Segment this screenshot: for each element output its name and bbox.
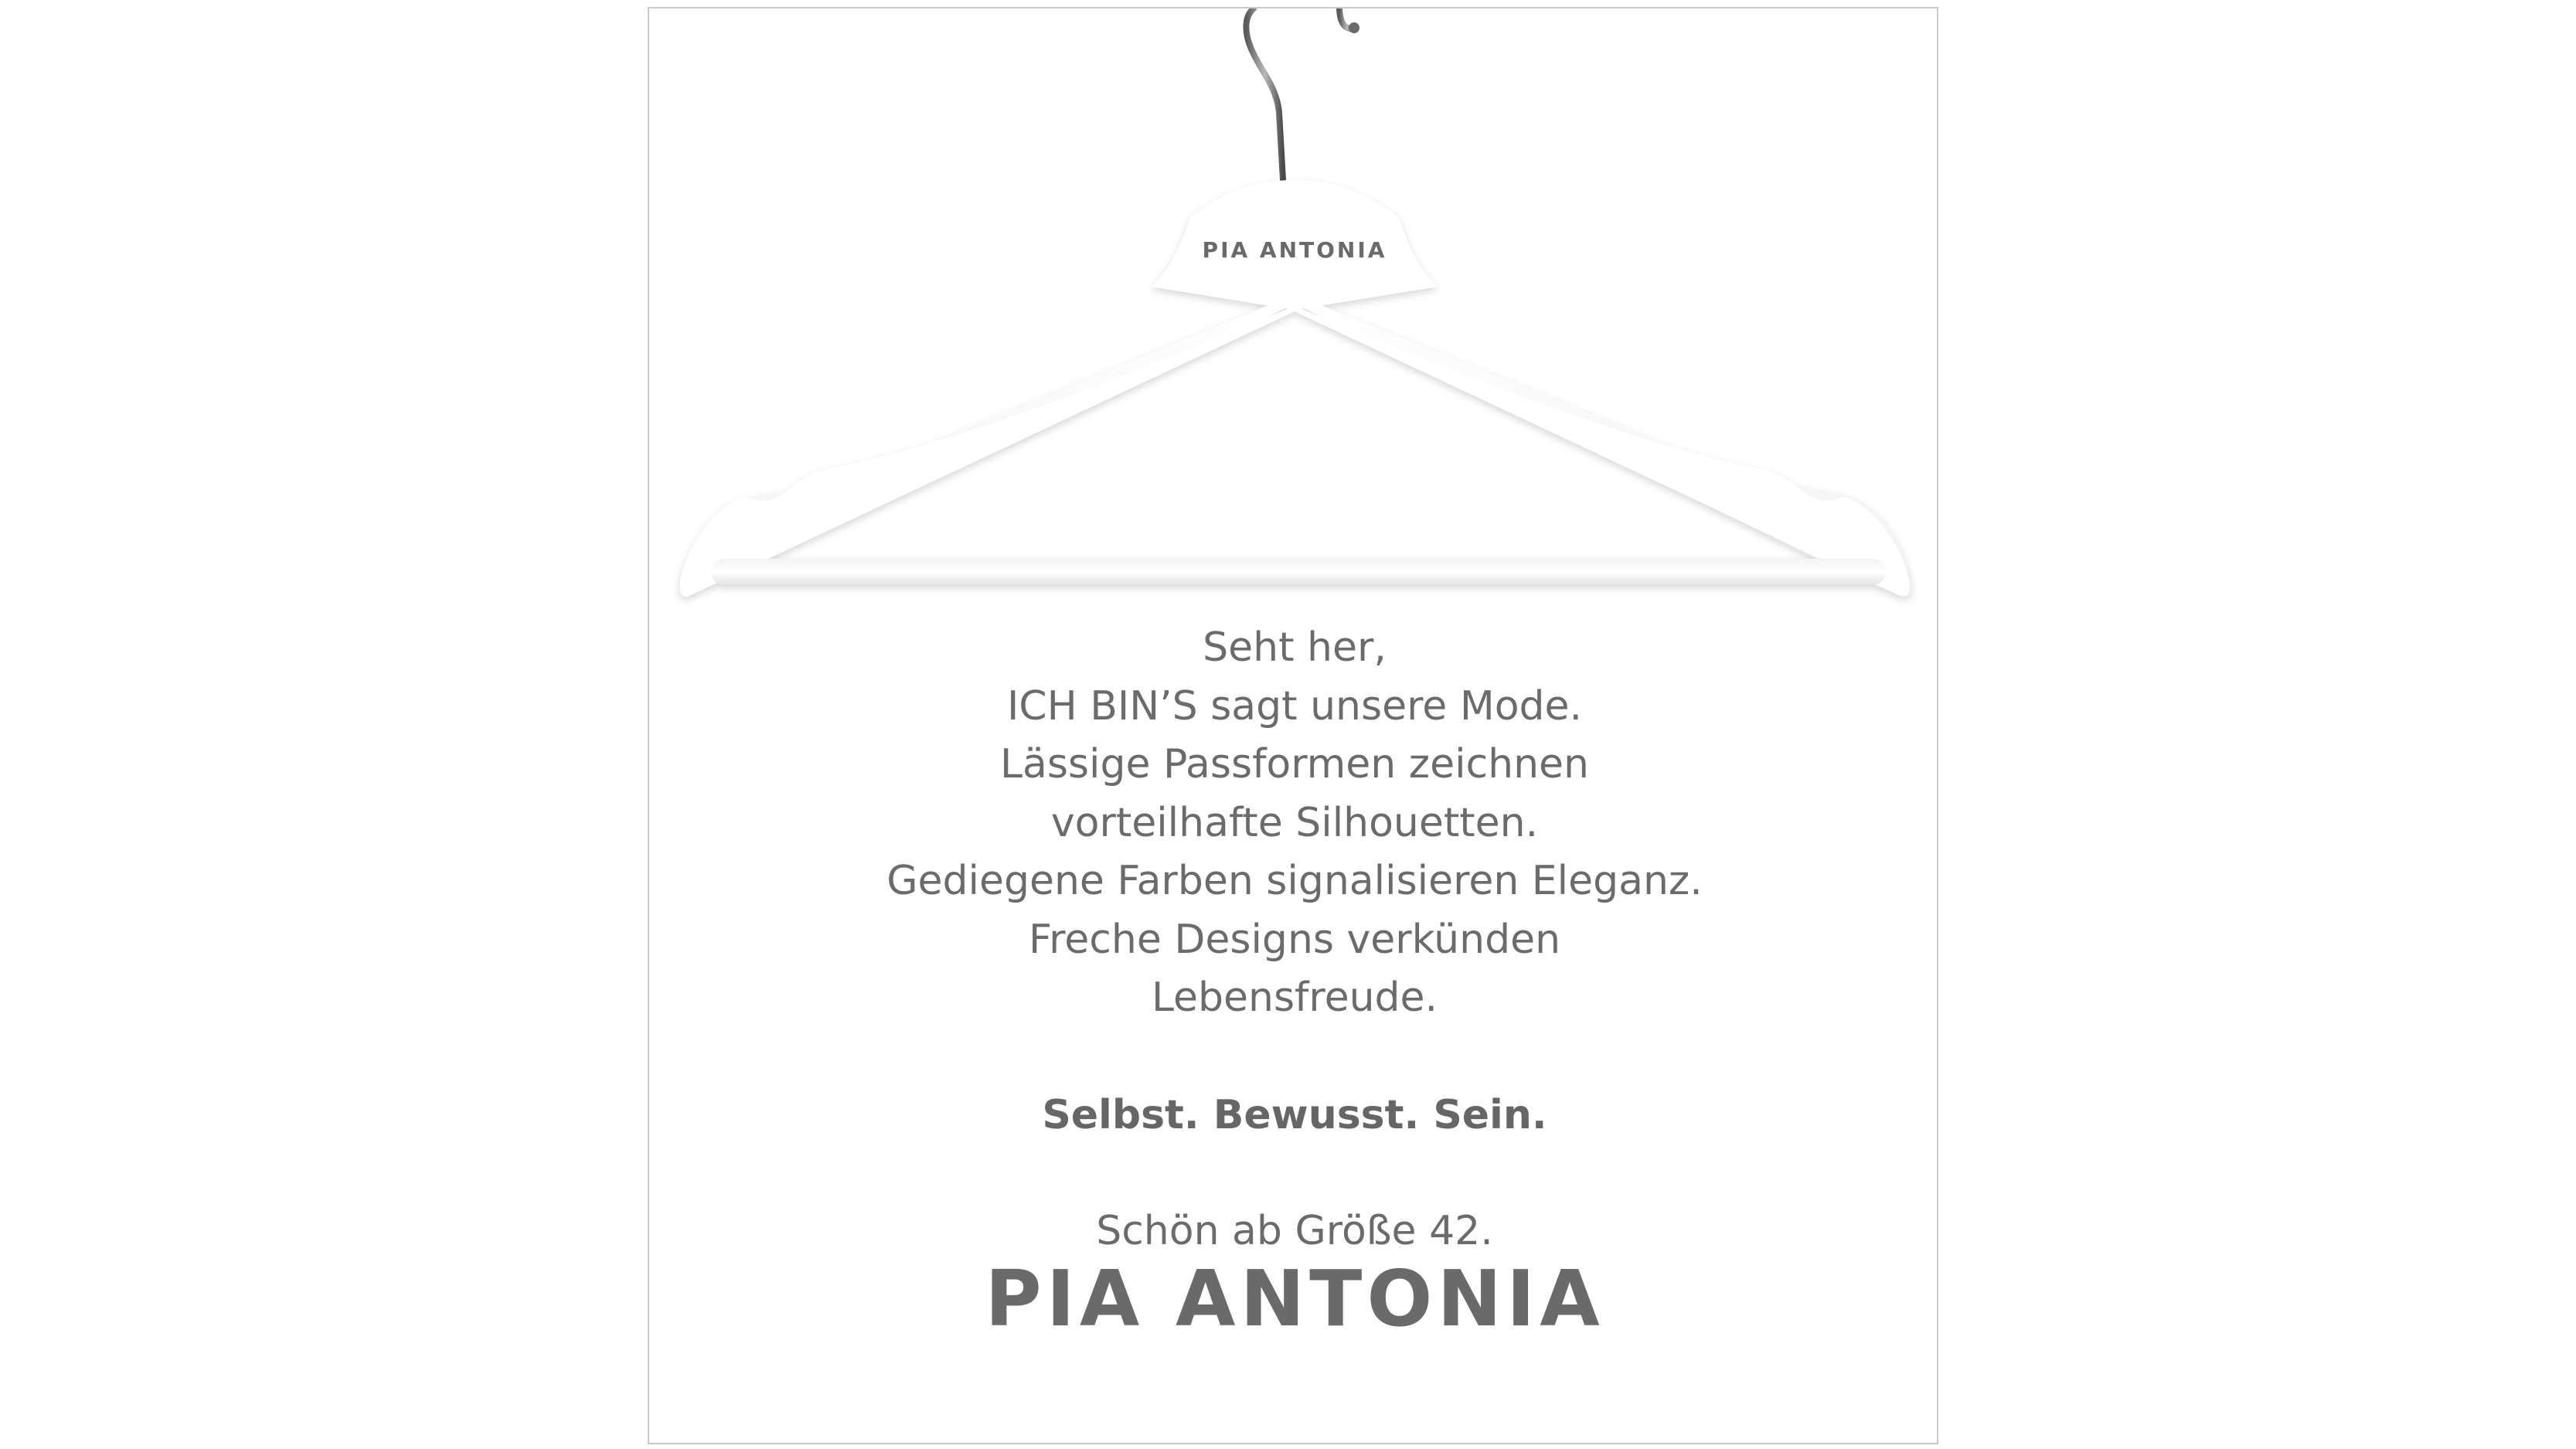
brand-logo: PIA ANTONIA	[985, 1253, 1604, 1344]
copy-line: Gediegene Farben signalisieren Eleganz.	[886, 858, 1703, 904]
hanger-icon	[649, 9, 1940, 611]
hanger-brand-print: PIA ANTONIA	[1202, 237, 1387, 263]
hanger-hook	[1246, 9, 1359, 180]
copy-line: Freche Designs verkünden	[1028, 916, 1561, 963]
copy-line: vorteilhafte Silhouetten.	[1050, 799, 1539, 846]
size-line: Schön ab Größe 42.	[1096, 1208, 1493, 1254]
copy-line: ICH BIN’S sagt unsere Mode.	[1006, 682, 1583, 730]
copy-line: Seht her,	[1203, 624, 1387, 671]
slogan: Selbst. Bewusst. Sein.	[1042, 1092, 1547, 1138]
body-copy	[649, 619, 1940, 1028]
copy-line: Lebensfreude.	[1151, 975, 1438, 1021]
ad-card	[648, 7, 1938, 1444]
copy-line: Lässige Passformen zeichnen	[1000, 741, 1589, 787]
